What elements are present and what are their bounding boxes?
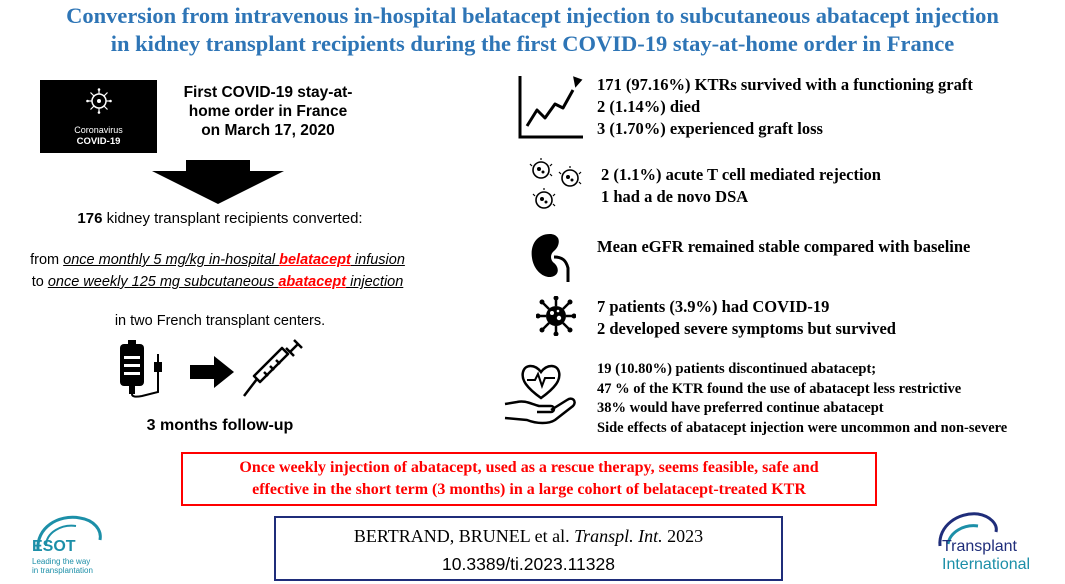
citation-authors: BERTRAND, BRUNEL et al. [353, 526, 575, 546]
survival-line-3: 3 (1.70%) experienced graft loss [597, 119, 823, 138]
conclusion-line-1: Once weekly injection of abatacept, used as a rescue therapy, seems feasible, safe and [239, 459, 819, 476]
syringe-icon [240, 338, 304, 400]
to-text: once weekly 125 mg subcutaneous [47, 274, 279, 290]
ti-line-1: Transplant [942, 538, 1017, 555]
from-suffix: infusion [350, 252, 405, 268]
egfr-text: Mean eGFR remained stable compared with baseline [597, 237, 971, 256]
stay-home-order [168, 83, 368, 140]
rejection-block [601, 164, 881, 208]
centers-text: in two French transplant centers. [114, 313, 326, 329]
esot-logo [24, 510, 106, 580]
ti-name [942, 538, 1030, 574]
stay-home-line-2: home order in France [188, 103, 348, 120]
citation-year: 2023 [662, 526, 704, 546]
covid-line-1: 7 patients (3.9%) had COVID-19 [597, 297, 830, 316]
abatacept-drug: abatacept [278, 274, 347, 290]
converted-text: kidney transplant recipients converted: [102, 210, 363, 227]
citation-doi: 10.3389/ti.2023.11328 [442, 554, 615, 574]
virus-icon [536, 296, 576, 336]
conclusion-text [183, 454, 875, 501]
from-text: once monthly 5 mg/kg in-hospital [63, 252, 280, 268]
esot-name: ESOT [32, 538, 76, 555]
discontinue-line-3: 38% would have preferred continue abatacept [597, 400, 884, 416]
coronavirus-icon [86, 88, 112, 114]
covid-box [40, 80, 157, 153]
from-line [0, 252, 435, 268]
esot-tagline [32, 557, 93, 575]
discontinue-line-4: Side effects of abatacept injection were uncommon and non-severe [597, 419, 1008, 436]
title-line-1: Conversion from intravenous in-hospital belatacept injection to subcutaneous abatacept injection [66, 3, 999, 28]
converted-count: 176 [77, 210, 103, 227]
citation-box [274, 516, 783, 581]
survival-line-2: 2 (1.14%) died [597, 97, 701, 116]
esot-tagline-1: Leading the way [32, 557, 91, 566]
conclusion-box [181, 452, 877, 506]
from-prefix: from [30, 252, 64, 268]
down-arrow-icon [152, 160, 284, 204]
survival-block [597, 74, 973, 140]
followup-text: 3 months follow-up [146, 417, 294, 434]
right-arrow-icon [190, 356, 234, 388]
trend-chart-icon [517, 74, 585, 140]
covid-box-label-1: Coronavirus [74, 125, 123, 135]
discontinue-block [597, 360, 1007, 438]
to-prefix: to [31, 274, 48, 290]
iv-bag-icon [118, 340, 170, 398]
citation-journal: Transpl. Int. [574, 526, 663, 546]
transplant-international-logo [928, 510, 1062, 582]
citation-authors-line [276, 526, 781, 547]
survival-line-1: 171 (97.16%) KTRs survived with a functioning graft [597, 75, 973, 94]
ti-line-2: International [942, 556, 1031, 573]
converted-line [0, 210, 440, 227]
kidney-icon [528, 232, 574, 282]
immune-cells-icon [528, 158, 586, 214]
belatacept-drug: belatacept [279, 252, 351, 268]
hand-heart-icon [503, 360, 579, 426]
stay-home-line-3: on March 17, 2020 [201, 122, 335, 139]
title-line-2: in kidney transplant recipients during the first COVID-19 stay-at-home order in France [110, 31, 955, 56]
rejection-line-2: 1 had a de novo DSA [601, 187, 749, 206]
stay-home-line-1: First COVID-19 stay-at- [183, 84, 353, 101]
covid-block [597, 296, 896, 340]
rejection-line-1: 2 (1.1%) acute T cell mediated rejection [601, 165, 881, 184]
discontinue-line-1: 19 (10.80%) patients discontinued abatacept; [597, 361, 877, 377]
discontinue-line-2: 47 % of the KTR found the use of abatacept less restrictive [597, 380, 962, 397]
covid-box-label-2: COVID-19 [76, 136, 121, 147]
esot-tagline-2: in transplantation [32, 566, 93, 575]
to-line [0, 274, 435, 290]
to-suffix: injection [346, 274, 404, 290]
covid-line-2: 2 developed severe symptoms but survived [597, 319, 896, 338]
conclusion-line-2: effective in the short term (3 months) in a large cohort of belatacept-treated KTR [252, 481, 806, 498]
